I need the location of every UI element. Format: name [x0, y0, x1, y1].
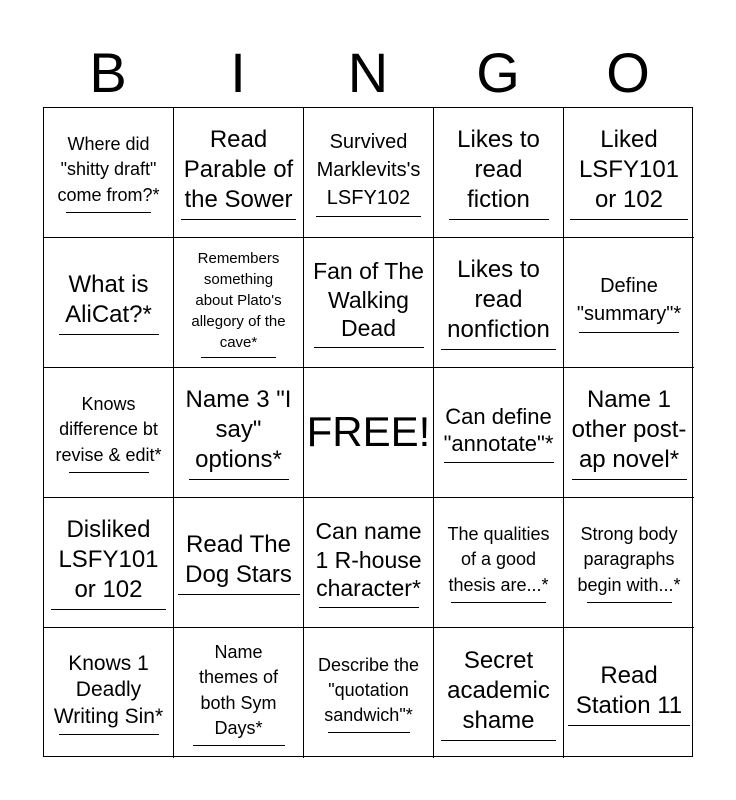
bingo-cell[interactable] [304, 108, 434, 238]
bingo-cell[interactable] [434, 628, 564, 758]
header-letter-i: I [230, 41, 246, 104]
bingo-cell[interactable] [44, 628, 174, 758]
answer-blank-line [579, 332, 679, 333]
bingo-cell-text: Fan of The Walking Dead [313, 257, 424, 342]
bingo-cell[interactable] [564, 108, 694, 238]
answer-blank-line [319, 607, 419, 608]
answer-blank-line [328, 732, 410, 733]
bingo-cell[interactable] [434, 368, 564, 498]
answer-blank-line [568, 725, 690, 726]
answer-blank-line [451, 602, 546, 603]
answer-blank-line [178, 594, 300, 595]
bingo-cell[interactable] [174, 238, 304, 368]
bingo-cell[interactable] [564, 238, 694, 368]
answer-blank-line [449, 219, 549, 220]
bingo-cell[interactable] [304, 238, 434, 368]
bingo-cell-text: Can name 1 R-house character* [315, 517, 422, 602]
bingo-cell[interactable] [174, 108, 304, 238]
bingo-cell-text: Secret academic shame [447, 646, 550, 734]
answer-blank-line [587, 602, 672, 603]
answer-blank-line [59, 734, 159, 735]
bingo-cell[interactable] [564, 628, 694, 758]
answer-blank-line [181, 219, 296, 220]
answer-blank-line [69, 472, 149, 473]
answer-blank-line [201, 357, 276, 358]
bingo-cell-text: Name themes of both Sym Days* [198, 642, 279, 738]
bingo-cell-text: Strong body paragraphs begin with...* [577, 524, 681, 595]
bingo-cell-text: Knows difference bt revise & edit* [55, 394, 162, 465]
bingo-cell-text: Survived Marklevits's LSFY102 [316, 131, 421, 209]
free-space-cell[interactable] [304, 368, 434, 498]
answer-blank-line [444, 462, 554, 463]
answer-blank-line [570, 219, 688, 220]
bingo-cell[interactable] [44, 108, 174, 238]
answer-blank-line [51, 609, 166, 610]
answer-blank-line [66, 212, 151, 213]
bingo-grid [43, 107, 693, 757]
bingo-cell[interactable] [434, 108, 564, 238]
bingo-cell[interactable] [174, 368, 304, 498]
bingo-cell[interactable] [304, 498, 434, 628]
bingo-cell-text: Where did "shitty draft" come from?* [57, 134, 160, 205]
bingo-cell-text: Likes to read fiction [457, 126, 540, 213]
answer-blank-line [193, 745, 285, 746]
answer-blank-line [316, 216, 421, 217]
bingo-cell-text: Can define "annotate"* [443, 403, 554, 456]
bingo-cell[interactable] [174, 628, 304, 758]
answer-blank-line [572, 479, 687, 480]
bingo-cell[interactable] [174, 498, 304, 628]
bingo-cell[interactable] [564, 368, 694, 498]
header-letter-n: N [347, 41, 389, 104]
bingo-cell-text: Likes to read nonfiction [447, 256, 550, 343]
bingo-cell-text: Name 3 "I say" options* [185, 386, 292, 473]
bingo-cell[interactable] [434, 238, 564, 368]
bingo-cell-text: The qualities of a good thesis are...* [447, 524, 550, 595]
answer-blank-line [189, 479, 289, 480]
answer-blank-line [441, 740, 556, 741]
answer-blank-line [314, 347, 424, 348]
bingo-cell[interactable] [44, 238, 174, 368]
answer-blank-line [441, 349, 556, 350]
bingo-cell[interactable] [44, 368, 174, 498]
bingo-cell-text: Disliked LSFY101 or 102 [58, 516, 159, 603]
bingo-cell-text: Read The Dog Stars [185, 531, 292, 588]
bingo-cell[interactable] [44, 498, 174, 628]
bingo-cell[interactable] [564, 498, 694, 628]
header-letter-g: G [476, 41, 520, 104]
bingo-cell-text: Read Station 11 [575, 661, 683, 719]
header-letter-o: O [606, 41, 650, 104]
answer-blank-line [59, 334, 159, 335]
bingo-cell-text: Knows 1 Deadly Writing Sin* [53, 652, 164, 728]
bingo-cell[interactable] [304, 628, 434, 758]
bingo-cell-text: Read Parable of the Sower [183, 126, 294, 213]
header-letter-b: B [89, 41, 127, 104]
bingo-cell[interactable] [434, 498, 564, 628]
bingo-cell-text: Remembers something about Plato's allegory of the cave* [191, 249, 286, 351]
bingo-header [43, 40, 693, 106]
bingo-cell-text: Define "summary"* [576, 275, 682, 325]
bingo-cell-text: Describe the "quotation sandwich"* [317, 654, 420, 726]
bingo-cell-text: FREE! [306, 408, 431, 456]
bingo-cell-text: Liked LSFY101 or 102 [578, 126, 680, 213]
bingo-cell-text: Name 1 other post- ap novel* [571, 386, 687, 473]
bingo-cell-text: What is AliCat?* [65, 271, 152, 328]
